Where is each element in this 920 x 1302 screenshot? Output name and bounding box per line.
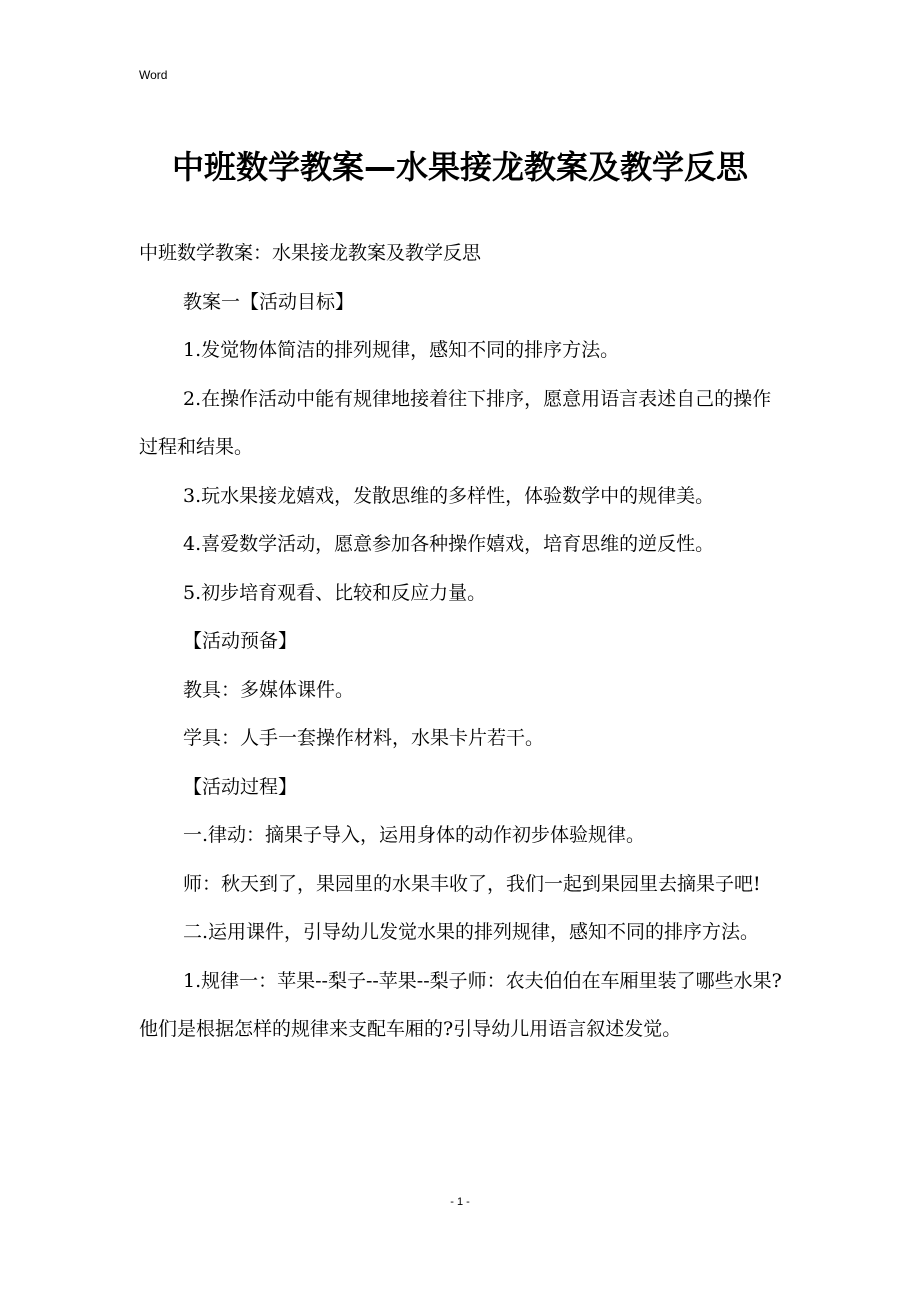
paragraph-subtitle: 中班数学教案：水果接龙教案及教学反思 <box>139 242 482 264</box>
paragraph-goal-5: 5.初步培育观看、比较和反应力量。 <box>183 581 487 604</box>
paragraph-section-preparation: 【活动预备】 <box>183 630 298 652</box>
paragraph-step-2: 二.运用课件，引导幼儿发觉水果的排列规律，感知不同的排序方法。 <box>183 921 760 943</box>
paragraph-goal-3: 3.玩水果接龙嬉戏，发散思维的多样性，体验数学中的规律美。 <box>183 484 715 507</box>
paragraph-goal-4: 4.喜爱数学活动，愿意参加各种操作嬉戏，培育思维的逆反性。 <box>183 533 715 555</box>
paragraph-section-process: 【活动过程】 <box>183 775 298 798</box>
paragraph-student-materials: 学具：人手一套操作材料，水果卡片若干。 <box>183 727 545 749</box>
page-number: - 1 - <box>450 1196 470 1208</box>
paragraph-goal-2: 2.在操作活动中能有规律地接着往下排序，愿意用语言表述自己的操作过程和结果。 <box>139 387 772 458</box>
document-body <box>139 229 789 1054</box>
paragraph-teacher-dialogue: 师：秋天到了，果园里的水果丰收了，我们一起到果园里去摘果子吧! <box>183 872 761 895</box>
paragraph-teaching-aids: 教具：多媒体课件。 <box>183 678 355 701</box>
paragraph-goal-1: 1.发觉物体简洁的排列规律，感知不同的排序方法。 <box>183 339 620 361</box>
paragraph-step-1: 一.律动：摘果子导入，运用身体的动作初步体验规律。 <box>183 824 646 846</box>
document-title: 中班数学教案—水果接龙教案及教学反思 <box>171 148 748 186</box>
paragraph-rule-1: 1.规律一：苹果--梨子--苹果--梨子师：农夫伯伯在车厢里装了哪些水果?他们是根据怎样的规律来支配车厢的?引导幼儿用语言叙述发觉。 <box>139 969 782 1040</box>
document-header-label: Word <box>139 68 168 82</box>
paragraph-section-goals: 教案一【活动目标】 <box>183 290 355 313</box>
